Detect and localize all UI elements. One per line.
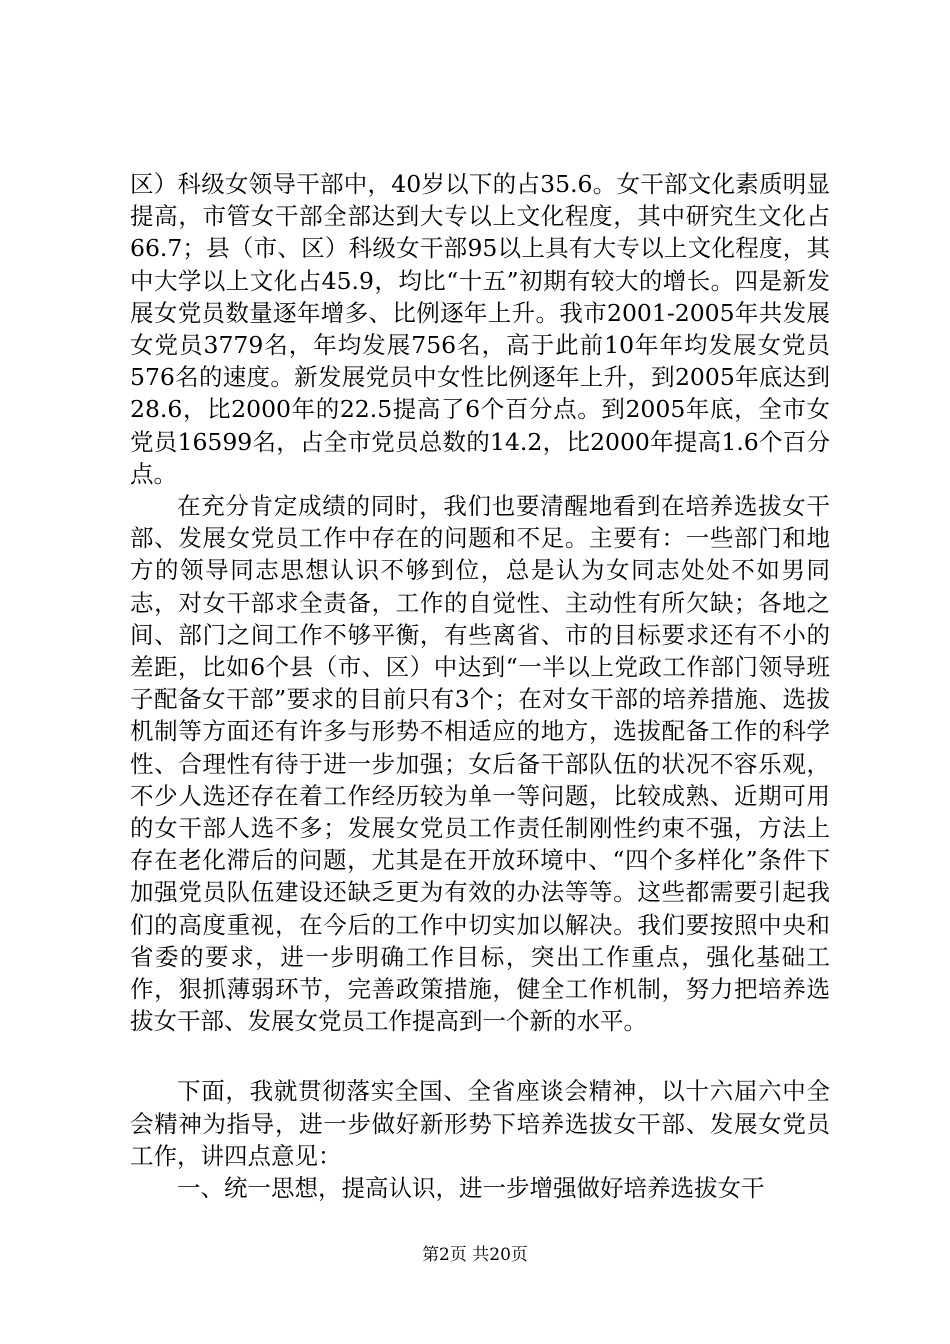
paragraph-problems: 在充分肯定成绩的同时，我们也要清醒地看到在培养选拔女干部、发展女党员工作中存在的问题和不足。主要有：一些部门和地方的领导同志思想认识不够到位，总是认为女同志处处不如男同志，对女干部求全责备，工作的自觉性、主动性有所欠缺；各地之间、部门之间工作不够平衡，有些离省、市的目标要求还有不小的差距，比如6个县（市、区）中达到“一半以上党政工作部门领导班子配备女干部”要求的目前只有3个；在对女干部的培养措施、选拔机制等方面还有许多与形势不相适应的地方，选拔配备工作的科学性、合理性有待于进一步加强；女后备干部队伍的状况不容乐观，不少人选还存在着工作经历较为单一等问题，比较成熟、近期可用的女干部人选不多；发展女党员工作责任制刚性约束不强，方法上存在老化滞后的问题，尤其是在开放环境中、“四个多样化”条件下加强党员队伍建设还缺乏更为有效的办法等等。这些都需要引起我们的高度重视，在今后的工作中切实加以解决。我们要按照中央和省委的要求，进一步明确工作目标，突出工作重点，强化基础工作，狠抓薄弱环节，完善政策措施，健全工作机制，努力把培养选拔女干部、发展女党员工作提高到一个新的水平。 (130, 492, 830, 1036)
paragraph-section-one-heading: 一、统一思想，提高认识，进一步增强做好培养选拔女干 (177, 1174, 765, 1203)
document-body (130, 168, 830, 1204)
paragraph-gap (130, 1037, 830, 1075)
paragraph-intro: 下面，我就贯彻落实全国、全省座谈会精神，以十六届六中全会精神为指导，进一步做好新形势下培养选拔女干部、发展女党员工作，讲四点意见： (130, 1077, 830, 1170)
page-number: 第2页 共20页 (422, 1245, 528, 1265)
paragraph-statistics: 区）科级女领导干部中，40岁以下的占35.6。女干部文化素质明显提高，市管女干部全部达到大专以上文化程度，其中研究生文化占66.7；县（市、区）科级女干部95以上具有大专以上文化程度，其中大学以上文化占45.9，均比“十五”初期有较大的增长。四是新发展女党员数量逐年增多、比例逐年上升。我市2001-2005年共发展女党员3779名，年均发展756名，高于此前10年年均发展女党员576名的速度。新发展党员中女性比例逐年上升，到2005年底达到28.6，比2000年的22.5提高了6个百分点。到2005年底，全市女党员16599名，占全市党员总数的14.2，比2000年提高1.6个百分点。 (130, 170, 830, 488)
page-footer (0, 1244, 950, 1266)
